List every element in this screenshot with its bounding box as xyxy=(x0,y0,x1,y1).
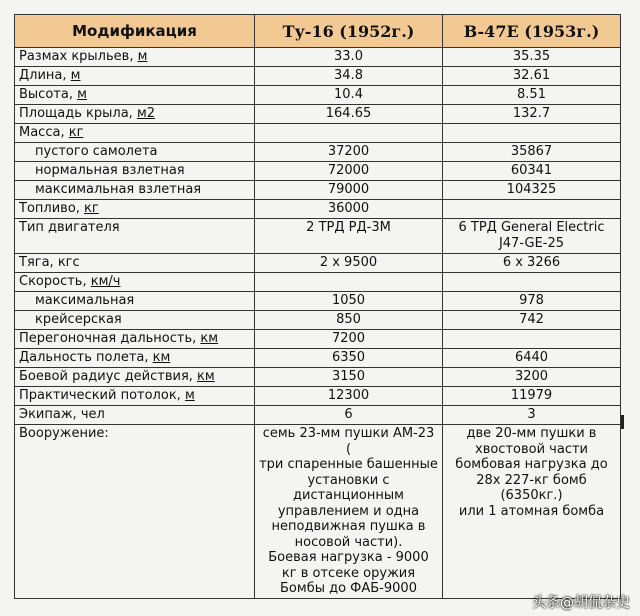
armament-line: (6350кг.) xyxy=(500,488,563,503)
table-row xyxy=(15,254,621,273)
header-b47: B-47E (1953г.) xyxy=(443,15,621,48)
armament-line: Боевая нагрузка - 9000 xyxy=(268,550,429,565)
table-row xyxy=(15,181,621,200)
table-row xyxy=(15,219,621,254)
table-row xyxy=(15,86,621,105)
tu16-value: 79000 xyxy=(255,181,443,200)
table-row xyxy=(15,387,621,406)
table-row xyxy=(15,311,621,330)
b47-value: 978 xyxy=(443,292,621,311)
row-label: Площадь крыла, м2 xyxy=(15,105,255,124)
tu16-value: 3150 xyxy=(255,368,443,387)
tu16-value xyxy=(255,273,443,292)
b47-value: 6 ТРД General Electric J47-GE-25 xyxy=(443,219,621,254)
b47-value xyxy=(443,330,621,349)
b47-value: 3 xyxy=(443,406,621,425)
b47-value xyxy=(443,124,621,143)
tu16-value: 2 x 9500 xyxy=(255,254,443,273)
row-label: Высота, м xyxy=(15,86,255,105)
table-body xyxy=(15,48,621,599)
tu16-value: 36000 xyxy=(255,200,443,219)
row-label: пустого самолета xyxy=(15,143,255,162)
table-row xyxy=(15,406,621,425)
row-label: крейсерская xyxy=(15,311,255,330)
armament-line: две 20-мм пушки в xyxy=(466,426,597,441)
header-tu16: Ту-16 (1952г.) xyxy=(255,15,443,48)
table-row xyxy=(15,162,621,181)
row-label: Размах крыльев, м xyxy=(15,48,255,67)
table-row xyxy=(15,143,621,162)
b47-value xyxy=(443,200,621,219)
b47-value: 6440 xyxy=(443,349,621,368)
tu16-value: 164.65 xyxy=(255,105,443,124)
comparison-table xyxy=(14,14,621,599)
table-row xyxy=(15,200,621,219)
header-row xyxy=(15,15,621,48)
b47-value: 6 x 3266 xyxy=(443,254,621,273)
tu16-value: 6 xyxy=(255,406,443,425)
armament-tu16 xyxy=(255,425,443,599)
row-label: Боевой радиус действия, км xyxy=(15,368,255,387)
armament-line: неподвижная пушка в xyxy=(271,519,426,534)
armament-line: дистанционным xyxy=(293,488,404,503)
armament-line: семь 23-мм пушки АМ-23 ( xyxy=(262,426,435,457)
row-label: нормальная взлетная xyxy=(15,162,255,181)
armament-line: управлением и одна xyxy=(277,503,420,519)
row-label: Перегоночная дальность, км xyxy=(15,330,255,349)
armament-row xyxy=(15,425,621,599)
armament-line: хвостовой части xyxy=(475,441,588,457)
row-label: максимальная xyxy=(15,292,255,311)
tu16-value: 34.8 xyxy=(255,67,443,86)
watermark: 头条@胡侃杂史 xyxy=(532,595,630,611)
row-label: Длина, м xyxy=(15,67,255,86)
tu16-value: 37200 xyxy=(255,143,443,162)
armament-line: три спаренные башенные xyxy=(259,457,438,472)
b47-value: 60341 xyxy=(443,162,621,181)
armament-line: кг в отсеке оружия xyxy=(281,565,416,581)
row-label: Скорость, км/ч xyxy=(15,273,255,292)
tu16-value: 10.4 xyxy=(255,86,443,105)
tu16-value: 7200 xyxy=(255,330,443,349)
b47-value: 132.7 xyxy=(443,105,621,124)
edge-mark xyxy=(621,415,624,429)
row-label: Тяга, кгс xyxy=(15,254,255,273)
table-row xyxy=(15,349,621,368)
tu16-value: 72000 xyxy=(255,162,443,181)
table-row xyxy=(15,368,621,387)
b47-value: 8.51 xyxy=(443,86,621,105)
table-row xyxy=(15,124,621,143)
row-label: Тип двигателя xyxy=(15,219,255,254)
header-modification: Модификация xyxy=(15,15,255,48)
tu16-value: 33.0 xyxy=(255,48,443,67)
armament-line: 28х 227-кг бомб xyxy=(476,472,587,488)
b47-value: 3200 xyxy=(443,368,621,387)
armament-line: Бомбы до ФАБ-9000 xyxy=(280,581,417,596)
table-row xyxy=(15,105,621,124)
table-row xyxy=(15,273,621,292)
row-label: Дальность полета, км xyxy=(15,349,255,368)
row-label: Практический потолок, м xyxy=(15,387,255,406)
row-label: максимальная взлетная xyxy=(15,181,255,200)
b47-value: 35867 xyxy=(443,143,621,162)
b47-value: 104325 xyxy=(443,181,621,200)
table-row xyxy=(15,67,621,86)
armament-line: или 1 атомная бомба xyxy=(458,503,605,519)
row-label: Топливо, кг xyxy=(15,200,255,219)
armament-label: Вооружение: xyxy=(15,425,255,599)
table-row xyxy=(15,330,621,349)
tu16-value: 1050 xyxy=(255,292,443,311)
b47-value: 35.35 xyxy=(443,48,621,67)
armament-b47 xyxy=(443,425,621,599)
tu16-value: 850 xyxy=(255,311,443,330)
armament-line: носовой части). xyxy=(294,534,403,550)
row-label: Экипаж, чел xyxy=(15,406,255,425)
armament-line: установки с xyxy=(307,472,390,488)
tu16-value: 12300 xyxy=(255,387,443,406)
tu16-value: 6350 xyxy=(255,349,443,368)
b47-value: 11979 xyxy=(443,387,621,406)
armament-line: бомбовая нагрузка до xyxy=(455,457,608,472)
table-row xyxy=(15,48,621,67)
b47-value xyxy=(443,273,621,292)
tu16-value: 2 ТРД РД-3М xyxy=(255,219,443,254)
b47-value: 32.61 xyxy=(443,67,621,86)
table-row xyxy=(15,292,621,311)
b47-value: 742 xyxy=(443,311,621,330)
tu16-value xyxy=(255,124,443,143)
row-label: Масса, кг xyxy=(15,124,255,143)
